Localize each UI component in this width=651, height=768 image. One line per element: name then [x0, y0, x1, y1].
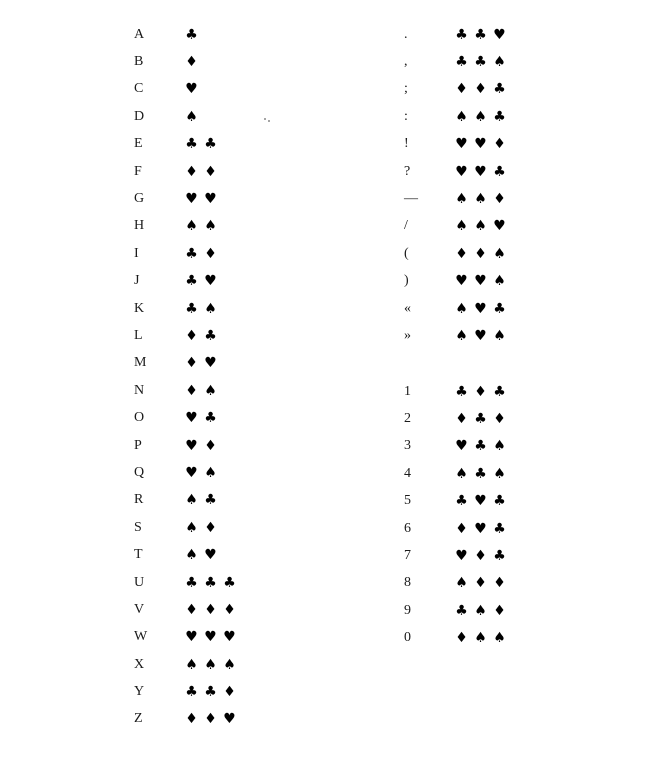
cipher-character: B	[134, 54, 144, 70]
spade-icon: ♠	[204, 464, 217, 481]
club-icon: ♣	[474, 26, 487, 43]
spade-icon: ♠	[455, 191, 468, 208]
cipher-row	[134, 21, 237, 48]
punctuation-column	[404, 21, 507, 350]
scan-speck	[264, 118, 266, 120]
diamond-icon: ♦	[185, 711, 198, 728]
spade-icon: ♠	[204, 656, 217, 673]
spade-icon: ♠	[455, 327, 468, 344]
heart-icon: ♥	[185, 464, 198, 481]
suit-code	[454, 494, 507, 508]
diamond-icon: ♦	[204, 437, 217, 454]
cipher-row	[134, 131, 237, 158]
suit-code	[454, 549, 507, 563]
suit-code	[454, 329, 507, 343]
diamond-icon: ♦	[185, 327, 198, 344]
cipher-character: 1	[404, 383, 411, 399]
diamond-icon: ♦	[493, 136, 506, 153]
cipher-row	[404, 570, 507, 597]
cipher-row	[404, 158, 507, 185]
diamond-icon: ♦	[185, 382, 198, 399]
cipher-row	[134, 459, 237, 486]
cipher-character: »	[404, 327, 411, 343]
cipher-row	[134, 158, 237, 185]
cipher-character: H	[134, 218, 145, 234]
club-icon: ♣	[455, 26, 468, 43]
cipher-character: Y	[134, 684, 145, 700]
cipher-character: R	[134, 492, 144, 508]
cipher-character: Z	[134, 711, 143, 727]
suit-code	[184, 466, 218, 480]
club-icon: ♣	[493, 300, 506, 317]
cipher-character: ?	[404, 163, 411, 179]
cipher-row	[404, 240, 507, 267]
spade-icon: ♠	[474, 630, 487, 647]
suit-code	[184, 493, 218, 507]
cipher-row	[134, 432, 237, 459]
club-icon: ♣	[493, 548, 506, 565]
cipher-row	[404, 268, 507, 295]
club-icon: ♣	[455, 602, 468, 619]
cipher-row	[404, 322, 507, 349]
spade-icon: ♠	[185, 218, 198, 235]
cipher-character: E	[134, 136, 143, 152]
suit-code	[184, 219, 218, 233]
diamond-icon: ♦	[455, 81, 468, 98]
club-icon: ♣	[185, 245, 198, 262]
cipher-character: Q	[134, 464, 145, 480]
diamond-icon: ♦	[474, 383, 487, 400]
heart-icon: ♥	[185, 81, 198, 98]
heart-icon: ♥	[204, 273, 217, 290]
spade-icon: ♠	[204, 218, 217, 235]
club-icon: ♣	[455, 54, 468, 71]
club-icon: ♣	[185, 684, 198, 701]
diamond-icon: ♦	[474, 575, 487, 592]
club-icon: ♣	[493, 383, 506, 400]
spade-icon: ♠	[204, 382, 217, 399]
club-icon: ♣	[493, 81, 506, 98]
heart-icon: ♥	[455, 136, 468, 153]
suit-code	[184, 302, 218, 316]
spade-icon: ♠	[455, 300, 468, 317]
cipher-character: L	[134, 327, 143, 343]
cipher-character: N	[134, 382, 145, 398]
cipher-row	[134, 350, 237, 377]
spade-icon: ♠	[455, 575, 468, 592]
suit-code	[454, 82, 507, 96]
diamond-icon: ♦	[455, 630, 468, 647]
suit-code	[184, 274, 218, 288]
cipher-character: U	[134, 574, 145, 590]
cipher-row	[404, 597, 507, 624]
spade-icon: ♠	[493, 245, 506, 262]
diamond-icon: ♦	[493, 602, 506, 619]
cipher-character: )	[404, 273, 409, 289]
cipher-character: 6	[404, 520, 411, 536]
cipher-row	[404, 625, 507, 652]
club-icon: ♣	[474, 54, 487, 71]
cipher-character: J	[134, 273, 140, 289]
diamond-icon: ♦	[185, 54, 198, 71]
spade-icon: ♠	[474, 602, 487, 619]
suit-code	[454, 604, 507, 618]
spade-icon: ♠	[493, 630, 506, 647]
cipher-row	[404, 433, 507, 460]
heart-icon: ♥	[474, 493, 487, 510]
heart-icon: ♥	[455, 548, 468, 565]
cipher-row	[134, 295, 237, 322]
heart-icon: ♥	[474, 136, 487, 153]
heart-icon: ♥	[185, 191, 198, 208]
suit-code	[454, 439, 507, 453]
cipher-row	[134, 185, 237, 212]
spade-icon: ♠	[493, 54, 506, 71]
cipher-row	[134, 624, 237, 651]
cipher-row	[404, 405, 507, 432]
cipher-row	[134, 569, 237, 596]
suit-code	[184, 603, 237, 617]
cipher-row	[134, 404, 237, 431]
cipher-character: 0	[404, 630, 411, 646]
cipher-row	[404, 295, 507, 322]
suit-code	[184, 247, 218, 261]
club-icon: ♣	[493, 520, 506, 537]
suit-code	[454, 302, 507, 316]
suit-code	[454, 385, 507, 399]
diamond-icon: ♦	[204, 601, 217, 618]
cipher-row	[134, 487, 237, 514]
suit-code	[454, 219, 507, 233]
suit-code	[184, 630, 237, 644]
cipher-character: 5	[404, 493, 411, 509]
suit-code	[184, 439, 218, 453]
heart-icon: ♥	[185, 629, 198, 646]
cipher-character: ,	[404, 54, 408, 70]
cipher-character: ;	[404, 81, 408, 97]
diamond-icon: ♦	[204, 711, 217, 728]
heart-icon: ♥	[204, 355, 217, 372]
heart-icon: ♥	[204, 547, 217, 564]
spade-icon: ♠	[185, 656, 198, 673]
club-icon: ♣	[204, 327, 217, 344]
cipher-character: /	[404, 218, 408, 234]
club-icon: ♣	[185, 273, 198, 290]
cipher-character: S	[134, 519, 142, 535]
suit-code	[184, 712, 237, 726]
suit-code	[184, 356, 218, 370]
heart-icon: ♥	[204, 191, 217, 208]
cipher-character: I	[134, 245, 139, 261]
diamond-icon: ♦	[474, 81, 487, 98]
spade-icon: ♠	[455, 465, 468, 482]
digits-column	[404, 378, 507, 652]
suit-code	[454, 165, 507, 179]
cipher-row	[134, 706, 237, 733]
diamond-icon: ♦	[185, 601, 198, 618]
spade-icon: ♠	[204, 300, 217, 317]
heart-icon: ♥	[474, 520, 487, 537]
cipher-row	[134, 678, 237, 705]
club-icon: ♣	[204, 492, 217, 509]
suit-code	[454, 467, 507, 481]
cipher-character: V	[134, 601, 145, 617]
diamond-icon: ♦	[185, 355, 198, 372]
suit-code	[184, 82, 199, 96]
cipher-row	[404, 185, 507, 212]
suit-code	[184, 137, 218, 151]
diamond-icon: ♦	[493, 411, 506, 428]
cipher-character: 7	[404, 548, 411, 564]
spade-icon: ♠	[455, 108, 468, 125]
cipher-row	[404, 488, 507, 515]
suit-code	[184, 384, 218, 398]
cipher-row	[134, 48, 237, 75]
cipher-character: 2	[404, 411, 411, 427]
suit-code	[454, 137, 507, 151]
cipher-row	[134, 514, 237, 541]
cipher-row	[134, 377, 237, 404]
letters-column	[134, 21, 237, 733]
heart-icon: ♥	[474, 163, 487, 180]
cipher-row	[404, 378, 507, 405]
spade-icon: ♠	[223, 656, 236, 673]
cipher-character: O	[134, 410, 145, 426]
cipher-row	[404, 21, 507, 48]
cipher-character: T	[134, 547, 143, 563]
suit-code	[184, 55, 199, 69]
heart-icon: ♥	[493, 218, 506, 235]
suit-code	[184, 192, 218, 206]
heart-icon: ♥	[204, 629, 217, 646]
suit-code	[184, 521, 218, 535]
cipher-character: .	[404, 26, 408, 42]
spade-icon: ♠	[493, 273, 506, 290]
suit-code	[454, 192, 507, 206]
diamond-icon: ♦	[455, 245, 468, 262]
diamond-icon: ♦	[474, 245, 487, 262]
club-icon: ♣	[204, 574, 217, 591]
cipher-row	[404, 213, 507, 240]
diamond-icon: ♦	[223, 684, 236, 701]
club-icon: ♣	[185, 300, 198, 317]
suit-code	[454, 28, 507, 42]
cipher-character: —	[404, 191, 418, 207]
heart-icon: ♥	[474, 300, 487, 317]
club-icon: ♣	[455, 383, 468, 400]
diamond-icon: ♦	[474, 548, 487, 565]
spade-icon: ♠	[493, 438, 506, 455]
club-icon: ♣	[204, 136, 217, 153]
cipher-character: 9	[404, 602, 411, 618]
suit-code	[454, 412, 507, 426]
cipher-character: M	[134, 355, 147, 371]
club-icon: ♣	[493, 163, 506, 180]
suit-code	[184, 658, 237, 672]
cipher-row	[404, 460, 507, 487]
club-icon: ♣	[185, 26, 198, 43]
diamond-icon: ♦	[204, 163, 217, 180]
heart-icon: ♥	[455, 438, 468, 455]
club-icon: ♣	[204, 410, 217, 427]
cipher-character: A	[134, 26, 145, 42]
suit-code	[454, 631, 507, 645]
diamond-icon: ♦	[493, 191, 506, 208]
spade-icon: ♠	[474, 108, 487, 125]
club-icon: ♣	[185, 574, 198, 591]
diamond-icon: ♦	[455, 520, 468, 537]
suit-code	[184, 548, 218, 562]
cipher-character: C	[134, 81, 144, 97]
cipher-row	[404, 131, 507, 158]
spade-icon: ♠	[493, 465, 506, 482]
cipher-row	[404, 515, 507, 542]
suit-code	[454, 576, 507, 590]
heart-icon: ♥	[455, 163, 468, 180]
suit-code	[454, 522, 507, 536]
suit-code	[184, 165, 218, 179]
club-icon: ♣	[204, 684, 217, 701]
spade-icon: ♠	[493, 327, 506, 344]
suit-code	[184, 110, 199, 124]
club-icon: ♣	[474, 438, 487, 455]
suit-code	[184, 329, 218, 343]
heart-icon: ♥	[185, 437, 198, 454]
cipher-character: !	[404, 136, 409, 152]
suit-code	[184, 28, 199, 42]
cipher-row	[134, 103, 237, 130]
spade-icon: ♠	[185, 108, 198, 125]
cipher-character: 8	[404, 575, 411, 591]
club-icon: ♣	[474, 465, 487, 482]
cipher-row	[134, 268, 237, 295]
diamond-icon: ♦	[223, 601, 236, 618]
cipher-row	[404, 48, 507, 75]
diamond-icon: ♦	[455, 411, 468, 428]
cipher-character: (	[404, 245, 409, 261]
club-icon: ♣	[455, 493, 468, 510]
cipher-character: F	[134, 163, 142, 179]
cipher-row	[134, 213, 237, 240]
suit-code	[454, 274, 507, 288]
club-icon: ♣	[474, 411, 487, 428]
cipher-character: :	[404, 108, 408, 124]
cipher-row	[134, 541, 237, 568]
heart-icon: ♥	[223, 711, 236, 728]
heart-icon: ♥	[474, 273, 487, 290]
cipher-character: P	[134, 437, 142, 453]
diamond-icon: ♦	[204, 245, 217, 262]
spade-icon: ♠	[474, 218, 487, 235]
spade-icon: ♠	[455, 218, 468, 235]
diamond-icon: ♦	[493, 575, 506, 592]
spade-icon: ♠	[185, 519, 198, 536]
cipher-row	[134, 322, 237, 349]
cipher-character: K	[134, 300, 145, 316]
heart-icon: ♥	[185, 410, 198, 427]
heart-icon: ♥	[455, 273, 468, 290]
cipher-character: D	[134, 108, 145, 124]
spade-icon: ♠	[185, 492, 198, 509]
cipher-row	[404, 542, 507, 569]
suit-code	[184, 685, 237, 699]
cipher-character: X	[134, 656, 145, 672]
cipher-character: 3	[404, 438, 411, 454]
spade-icon: ♠	[474, 191, 487, 208]
cipher-character: G	[134, 191, 145, 207]
club-icon: ♣	[185, 136, 198, 153]
heart-icon: ♥	[223, 629, 236, 646]
spade-icon: ♠	[185, 547, 198, 564]
cipher-character: W	[134, 629, 148, 645]
cipher-row	[134, 76, 237, 103]
club-icon: ♣	[223, 574, 236, 591]
suit-code	[184, 576, 237, 590]
cipher-row	[404, 103, 507, 130]
suit-code	[454, 110, 507, 124]
cipher-row	[404, 76, 507, 103]
cipher-row	[134, 240, 237, 267]
suit-code	[454, 55, 507, 69]
scan-speck	[268, 120, 270, 122]
suit-code	[454, 247, 507, 261]
cipher-row	[134, 651, 237, 678]
suit-code	[184, 411, 218, 425]
cipher-row	[134, 596, 237, 623]
club-icon: ♣	[493, 108, 506, 125]
cipher-character: 4	[404, 465, 411, 481]
club-icon: ♣	[493, 493, 506, 510]
heart-icon: ♥	[493, 26, 506, 43]
cipher-character: «	[404, 300, 411, 316]
diamond-icon: ♦	[185, 163, 198, 180]
diamond-icon: ♦	[204, 519, 217, 536]
heart-icon: ♥	[474, 327, 487, 344]
